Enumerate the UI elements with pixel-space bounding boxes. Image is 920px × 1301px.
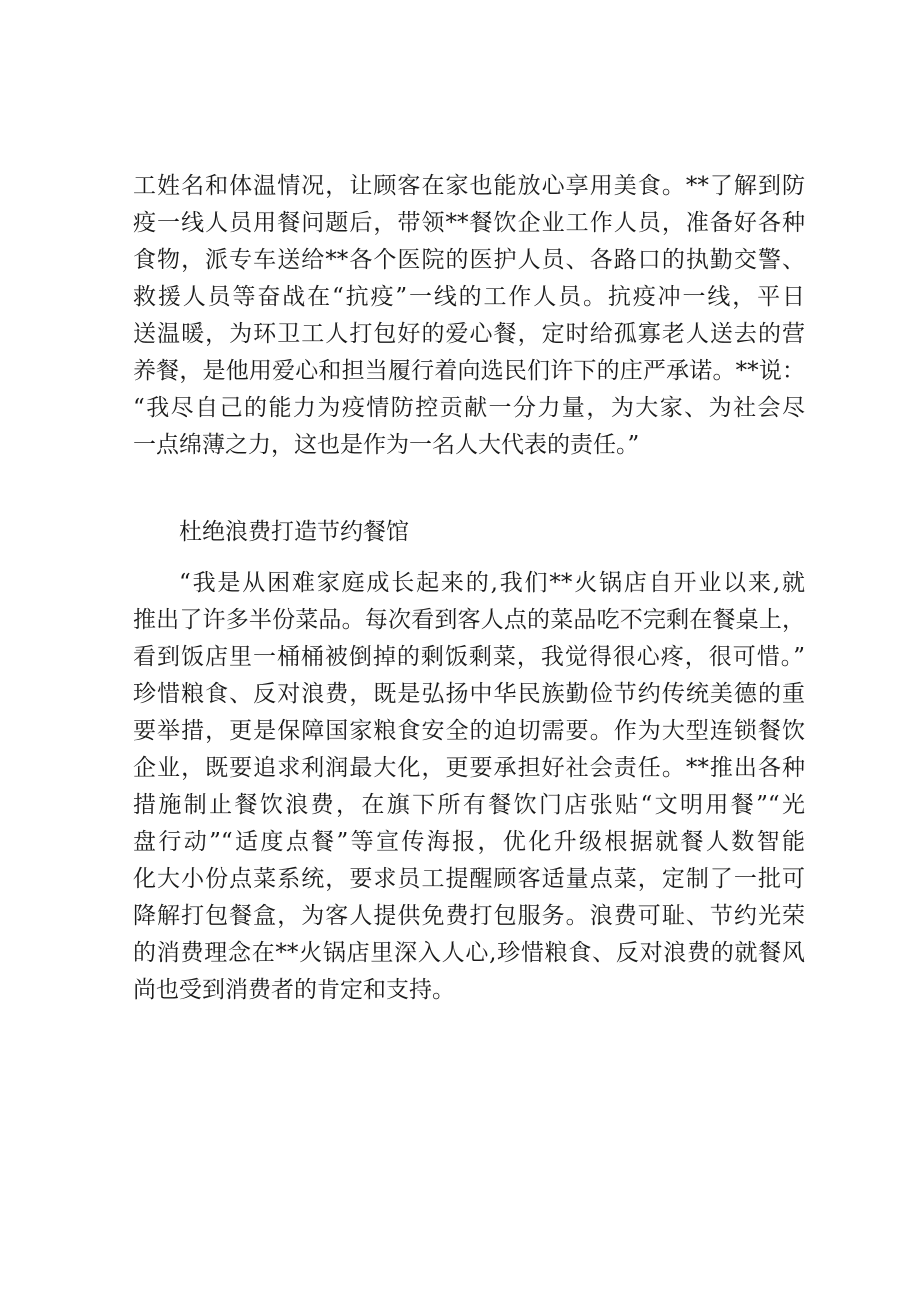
section-heading [133, 514, 805, 551]
text-line-last: 尚也受到消费者的肯定和支持。 [133, 977, 455, 1003]
text-line: 珍惜粮食、反对浪费，既是弘扬中华民族勤俭节约传统美德的重 [133, 681, 805, 707]
text-line: 疫一线人员用餐问题后，带领**餐饮企业工作人员，准备好各种 [133, 210, 805, 236]
text-line: 食物，派专车送给**各个医院的医护人员、各路口的执勤交警、 [133, 247, 805, 273]
text-line: 企业，既要追求利润最大化，更要承担好社会责任。**推出各种 [133, 755, 805, 781]
text-line: 盘行动”“适度点餐”等宣传海报，优化升级根据就餐人数智能 [133, 829, 805, 855]
text-line-first: “我是从困难家庭成长起来的,我们**火锅店自开业以来,就 [179, 570, 805, 596]
text-line: 化大小份点菜系统，要求员工提醒顾客适量点菜，定制了一批可 [133, 866, 805, 892]
text-line: 送温暖，为环卫工人打包好的爱心餐，定时给孤寡老人送去的营 [133, 321, 805, 347]
section-heading-text: 杜绝浪费打造节约餐馆 [179, 519, 409, 545]
text-line: 救援人员等奋战在“抗疫”一线的工作人员。抗疫冲一线，平日 [133, 284, 805, 310]
text-line: 要举措，更是保障国家粮食安全的迫切需要。作为大型连锁餐饮 [133, 718, 805, 744]
text-line-last: 一点绵薄之力，这也是作为一名人大代表的责任。” [133, 432, 640, 458]
text-line: 推出了许多半份菜品。每次看到客人点的菜品吃不完剩在餐桌上， [133, 607, 805, 633]
text-line: “我尽自己的能力为疫情防控贡献一分力量，为大家、为社会尽 [133, 395, 805, 421]
body-paragraph-2 [133, 565, 805, 1009]
body-paragraph-1 [133, 168, 805, 464]
text-line: 措施制止餐饮浪费，在旗下所有餐饮门店张贴“文明用餐”“光 [133, 792, 805, 818]
text-line: 的消费理念在**火锅店里深入人心,珍惜粮食、反对浪费的就餐风 [133, 940, 805, 966]
text-line: 降解打包餐盒，为客人提供免费打包服务。浪费可耻、节约光荣 [133, 903, 805, 929]
text-line: 养餐，是他用爱心和担当履行着向选民们许下的庄严承诺。**说： [133, 358, 805, 384]
text-line: 工姓名和体温情况，让顾客在家也能放心享用美食。**了解到防 [133, 173, 805, 199]
text-line: 看到饭店里一桶桶被倒掉的剩饭剩菜，我觉得很心疼，很可惜。” [133, 644, 805, 670]
